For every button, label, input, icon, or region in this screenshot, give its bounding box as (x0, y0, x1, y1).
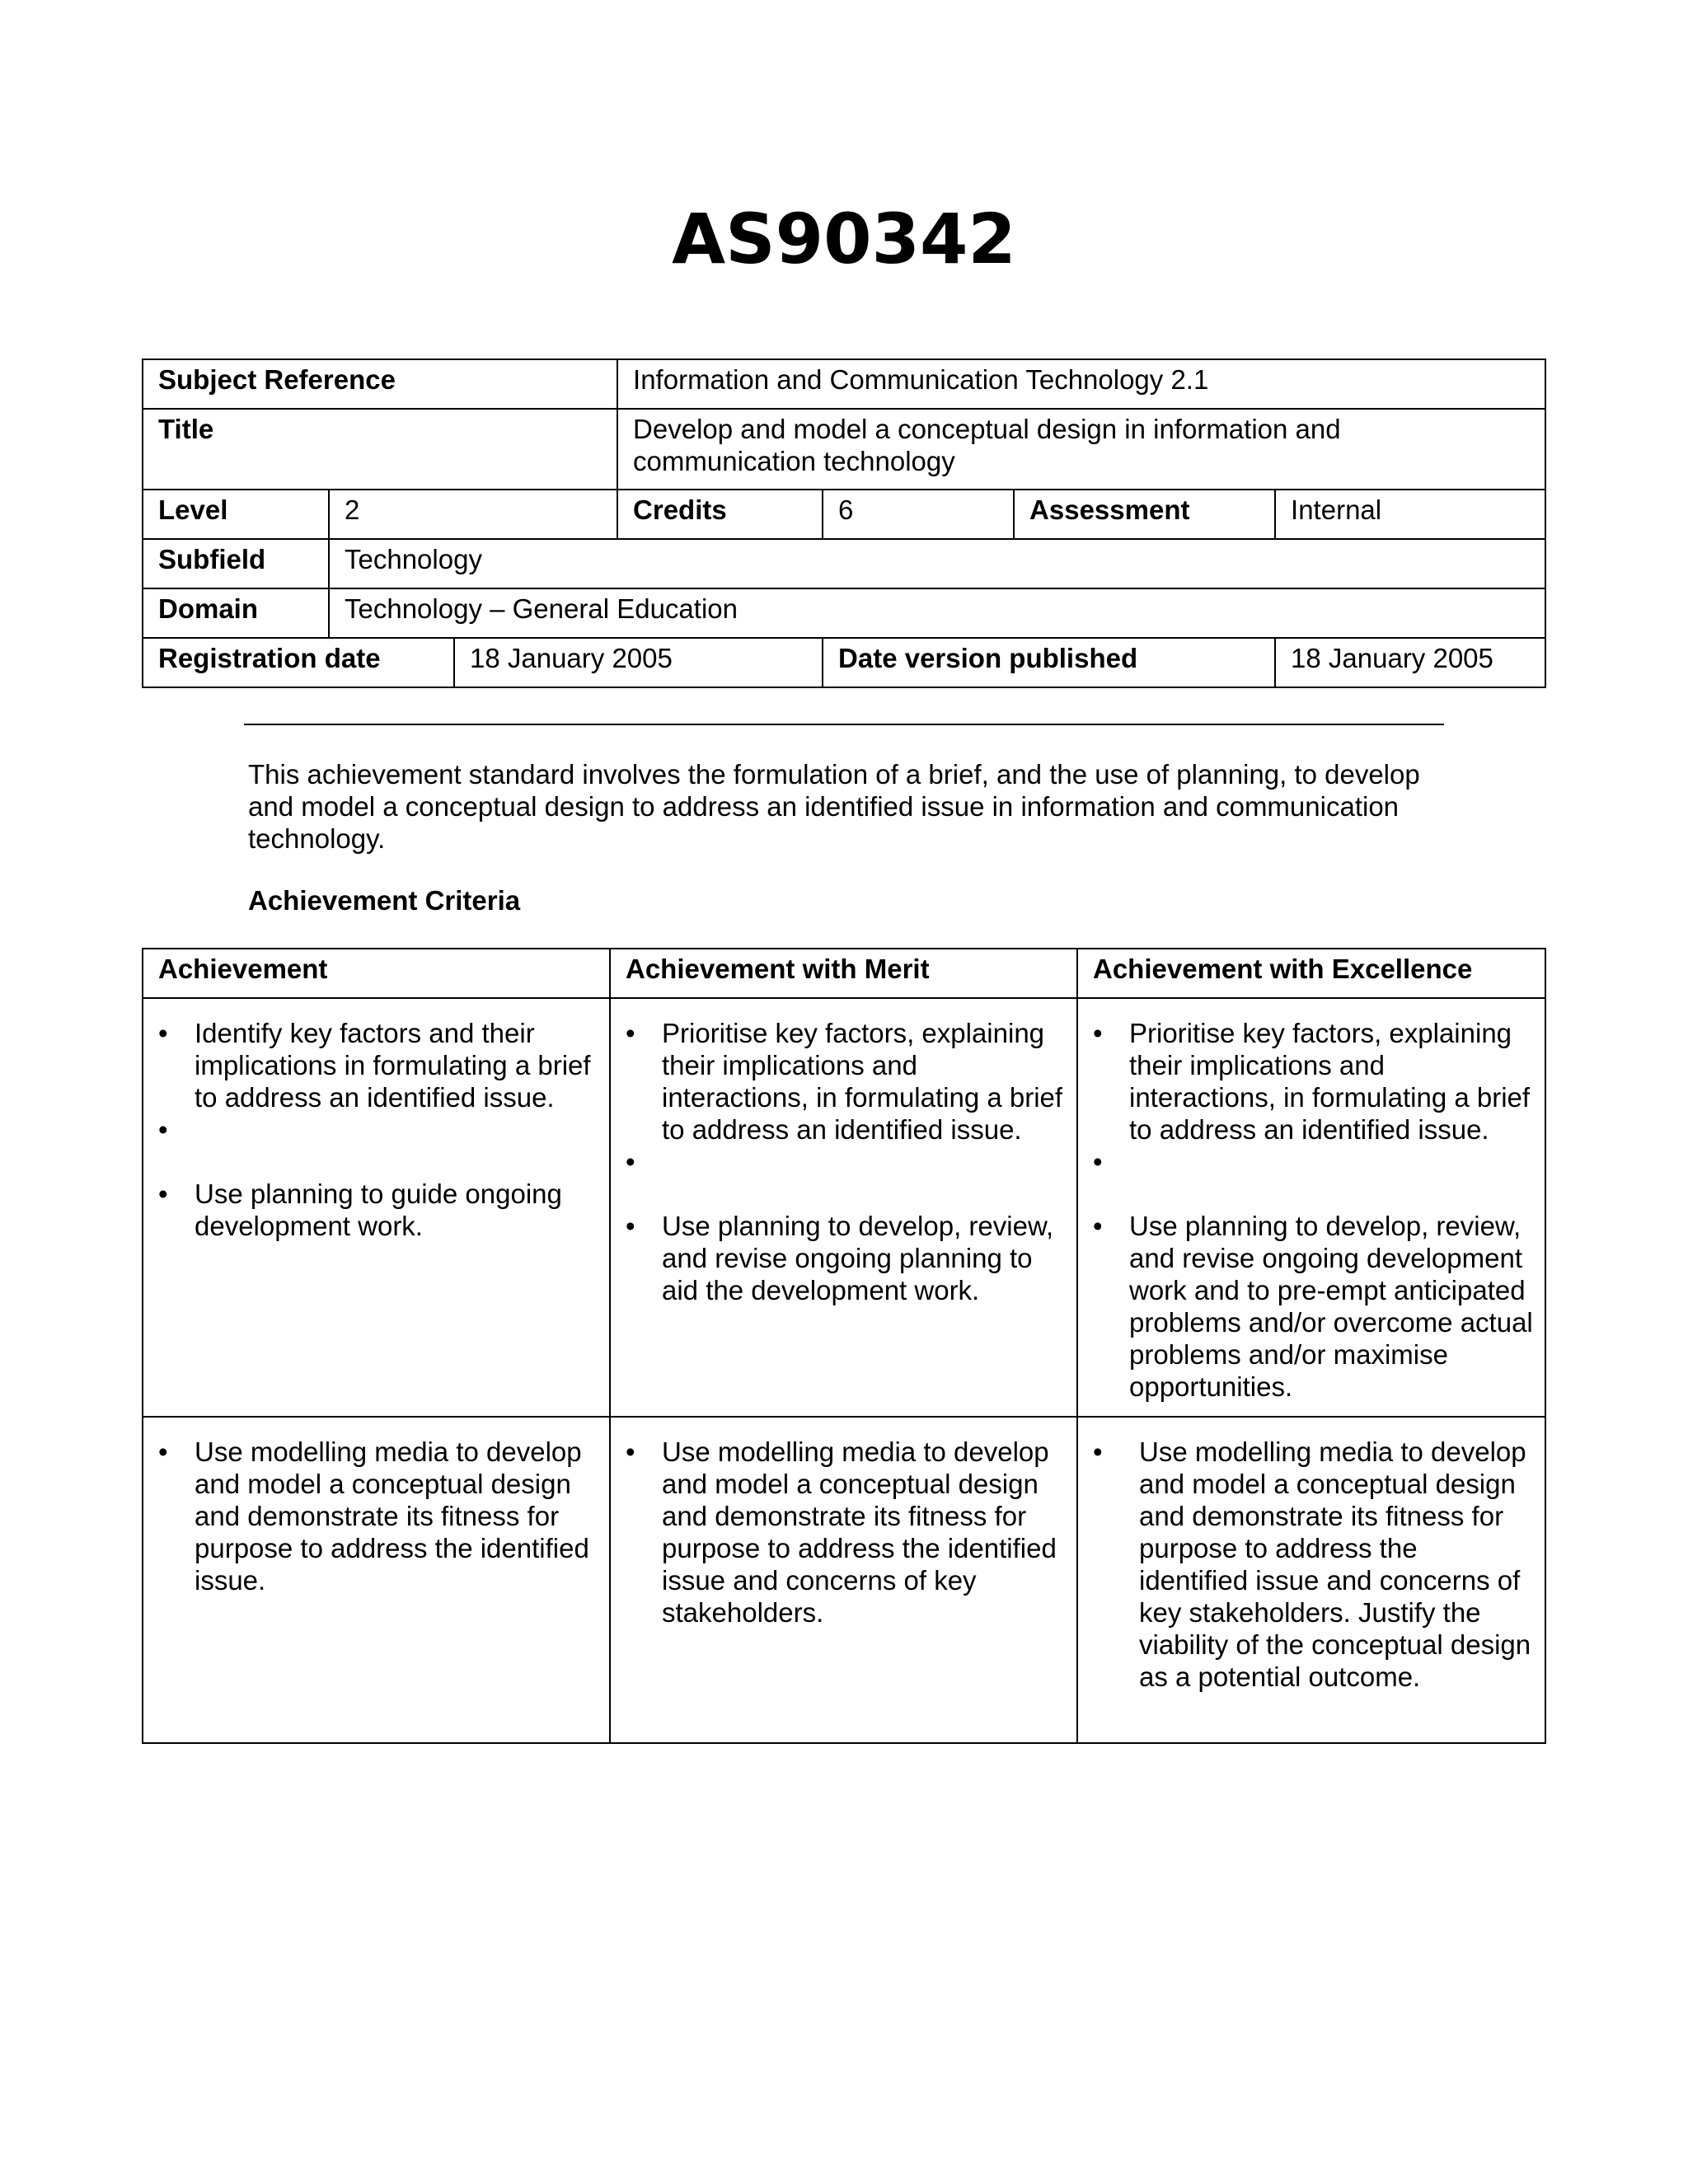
subject-reference-value: Information and Communication Technology 2.1 (617, 359, 1545, 409)
criteria-table (142, 948, 1546, 1744)
domain-label: Domain (143, 588, 329, 638)
title-label: Title (143, 409, 617, 490)
criteria-header-row (143, 949, 1545, 998)
intro-paragraph: This achievement standard involves the formulation of a brief, and the use of planning, to develop and model a conceptual design to address an identified issue in information and communication technology. (248, 759, 1420, 854)
criteria-bullet: • Use modelling media to develop and model a conceptual design and demonstrate its fitness for purpose to address the identified issue. (155, 1436, 598, 1596)
criteria-bullet: • Use planning to develop, review, and revise ongoing development work and to pre-empt anticipated problems and/or overcome actual problems and/or maximise opportunities. (1090, 1210, 1533, 1403)
title-value: Develop and model a conceptual design in information and communication technology (617, 409, 1545, 490)
divider-line (244, 724, 1444, 725)
criteria-bullet: • Use planning to guide ongoing development work. (155, 1178, 598, 1242)
subfield-label: Subfield (143, 539, 329, 588)
criteria-row (143, 1417, 1545, 1743)
registration-date-value: 18 January 2005 (454, 638, 823, 687)
standard-details-table (142, 359, 1546, 688)
bullet-spacer (622, 1146, 1065, 1210)
assessment-label: Assessment (1014, 490, 1275, 539)
subfield-row (143, 539, 1545, 588)
criteria-heading: Achievement Criteria (248, 885, 521, 916)
criteria-bullet: • Use modelling media to develop and model a conceptual design and demonstrate its fitness for purpose to address the identified issue and concerns of key stakeholders. (622, 1436, 1065, 1629)
column-header-merit: Achievement with Merit (610, 949, 1077, 998)
registration-date-label: Registration date (143, 638, 454, 687)
criteria-cell-achievement (143, 1417, 610, 1743)
level-value: 2 (329, 490, 617, 539)
criteria-bullet: • Use modelling media to develop and model a conceptual design and demonstrate its fitness for purpose to address the identified issue and concerns of key stakeholders. Justify the viability of the conceptual design as a potential outcome. (1090, 1436, 1533, 1693)
credits-value: 6 (823, 490, 1014, 539)
credits-label: Credits (617, 490, 823, 539)
criteria-bullet: • Use planning to develop, review, and revise ongoing planning to aid the development work. (622, 1210, 1065, 1306)
subject-reference-row (143, 359, 1545, 409)
domain-row (143, 588, 1545, 638)
subject-reference-label: Subject Reference (143, 359, 617, 409)
assessment-value: Internal (1275, 490, 1545, 539)
bullet-spacer (155, 1113, 598, 1178)
level-credits-row (143, 490, 1545, 539)
column-header-excellence: Achievement with Excellence (1077, 949, 1545, 998)
date-version-label: Date version published (823, 638, 1275, 687)
title-row (143, 409, 1545, 490)
subfield-value: Technology (329, 539, 1545, 588)
criteria-cell-merit (610, 998, 1077, 1417)
criteria-cell-achievement (143, 998, 610, 1417)
criteria-bullet: • Prioritise key factors, explaining their implications and interactions, in formulating a brief to address an identified issue. (1090, 1017, 1533, 1146)
criteria-bullet: • Identify key factors and their implications in formulating a brief to address an identified issue. (155, 1017, 598, 1113)
criteria-row (143, 998, 1545, 1417)
domain-value: Technology – General Education (329, 588, 1545, 638)
criteria-cell-excellence (1077, 1417, 1545, 1743)
criteria-bullet: • Prioritise key factors, explaining their implications and interactions, in formulating a brief to address an identified issue. (622, 1017, 1065, 1146)
level-label: Level (143, 490, 329, 539)
column-header-achievement: Achievement (143, 949, 610, 998)
dates-row (143, 638, 1545, 687)
criteria-cell-excellence (1077, 998, 1545, 1417)
criteria-cell-merit (610, 1417, 1077, 1743)
bullet-spacer (1090, 1146, 1533, 1210)
page-title: AS90342 (672, 199, 1016, 279)
date-version-value: 18 January 2005 (1275, 638, 1545, 687)
